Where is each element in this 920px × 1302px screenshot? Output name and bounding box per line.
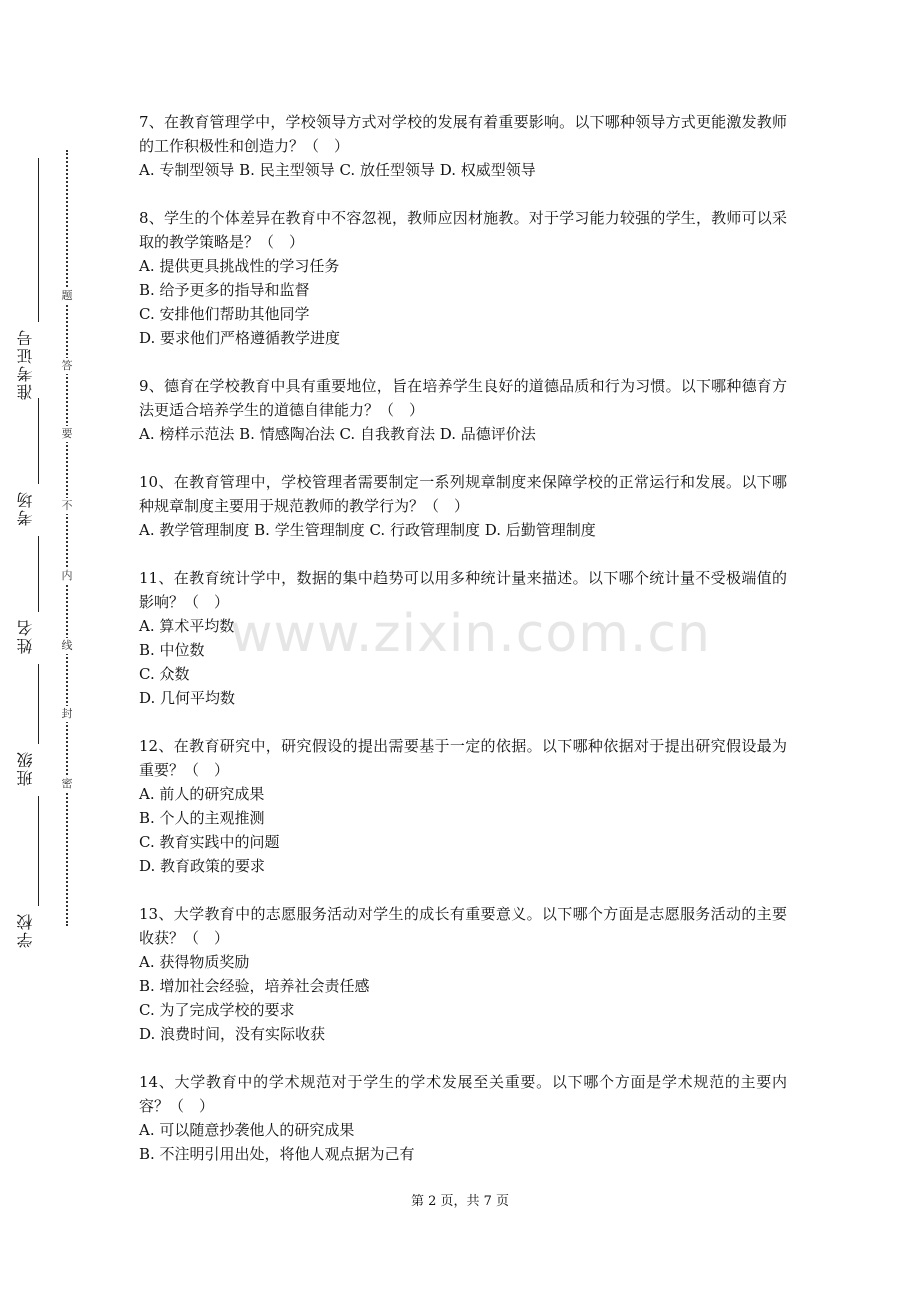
field-label-exam-number: 准考证号 — [16, 328, 35, 400]
field-label-name: 姓名 — [16, 618, 35, 654]
option-d: D. 要求他们严格遵循教学进度 — [139, 329, 341, 347]
field-line-exam-room — [38, 398, 39, 484]
field-line-class — [38, 664, 39, 744]
option-c: C. 众数 — [139, 665, 190, 683]
field-label-exam-room: 考场 — [16, 490, 35, 526]
seal-char: 要 — [59, 426, 75, 442]
question-11 — [139, 566, 787, 710]
question-list — [139, 110, 787, 1190]
question-stem: 14、大学教育中的学术规范对于学生的学术发展至关重要。以下哪个方面是学术规范的主要内容？（ ） — [139, 1073, 787, 1115]
question-stem: 13、大学教育中的志愿服务活动对学生的成长有重要意义。以下哪个方面是志愿服务活动的主要收获？（ ） — [139, 905, 787, 947]
question-stem: 10、在教育管理中，学校管理者需要制定一系列规章制度来保障学校的正常运行和发展。以下哪种规章制度主要用于规范教师的教学行为？（ ） — [139, 473, 787, 515]
option-b: B. 给予更多的指导和监督 — [139, 281, 310, 299]
watermark: www.zixin.com.cn — [230, 604, 711, 664]
field-line-name — [38, 536, 39, 612]
seal-char: 封 — [59, 706, 75, 722]
question-12 — [139, 734, 787, 878]
seal-char: 内 — [59, 568, 75, 584]
option-c: C. 为了完成学校的要求 — [139, 1001, 295, 1019]
option-a: A. 提供更具挑战性的学习任务 — [139, 257, 340, 275]
option-line: A. 教学管理制度 B. 学生管理制度 C. 行政管理制度 D. 后勤管理制度 — [139, 521, 596, 539]
option-b: B. 增加社会经验，培养社会责任感 — [139, 977, 370, 995]
option-a: A. 可以随意抄袭他人的研究成果 — [139, 1121, 355, 1139]
seal-char: 答 — [59, 358, 75, 374]
field-label-school: 学校 — [16, 912, 35, 948]
question-stem: 12、在教育研究中，研究假设的提出需要基于一定的依据。以下哪种依据对于提出研究假设最为重要？（ ） — [139, 737, 787, 779]
option-b: B. 个人的主观推测 — [139, 809, 265, 827]
option-d: D. 教育政策的要求 — [139, 857, 266, 875]
question-13 — [139, 902, 787, 1046]
option-c: C. 安排他们帮助其他同学 — [139, 305, 310, 323]
question-9 — [139, 374, 787, 446]
question-10 — [139, 470, 787, 542]
seal-char: 不 — [59, 498, 75, 514]
option-b: B. 中位数 — [139, 641, 205, 659]
seal-dotted-line — [66, 150, 68, 926]
field-label-class: 班级 — [16, 750, 35, 786]
option-d: D. 浪费时间，没有实际收获 — [139, 1025, 326, 1043]
option-a: A. 前人的研究成果 — [139, 785, 265, 803]
option-d: D. 几何平均数 — [139, 689, 236, 707]
question-stem: 9、德育在学校教育中具有重要地位，旨在培养学生良好的道德品质和行为习惯。以下哪种德育方法更适合培养学生的道德自律能力？（ ） — [139, 377, 787, 419]
field-line-exam-number — [38, 158, 39, 322]
seal-char: 密 — [59, 776, 75, 792]
question-8 — [139, 206, 787, 350]
question-stem: 7、在教育管理学中，学校领导方式对学校的发展有着重要影响。以下哪种领导方式更能激发教师的工作积极性和创造力？（ ） — [139, 113, 787, 155]
option-a: A. 算术平均数 — [139, 617, 235, 635]
question-stem: 11、在教育统计学中，数据的集中趋势可以用多种统计量来描述。以下哪个统计量不受极端值的影响？（ ） — [139, 569, 787, 611]
seal-char: 题 — [59, 288, 75, 304]
question-7 — [139, 110, 787, 182]
option-line: A. 专制型领导 B. 民主型领导 C. 放任型领导 D. 权威型领导 — [139, 161, 536, 179]
seal-char: 线 — [59, 638, 75, 654]
page-footer: 第 2 页，共 7 页 — [410, 1194, 510, 1209]
option-line: A. 榜样示范法 B. 情感陶冶法 C. 自我教育法 D. 品德评价法 — [139, 425, 536, 443]
question-stem: 8、学生的个体差异在教育中不容忽视，教师应因材施教。对于学习能力较强的学生，教师可以采取的教学策略是？（ ） — [139, 209, 787, 251]
option-a: A. 获得物质奖励 — [139, 953, 250, 971]
option-c: C. 教育实践中的问题 — [139, 833, 280, 851]
question-14 — [139, 1070, 787, 1166]
field-line-school — [38, 796, 39, 906]
binding-margin — [0, 0, 110, 1302]
option-b: B. 不注明引用出处，将他人观点据为己有 — [139, 1145, 415, 1163]
